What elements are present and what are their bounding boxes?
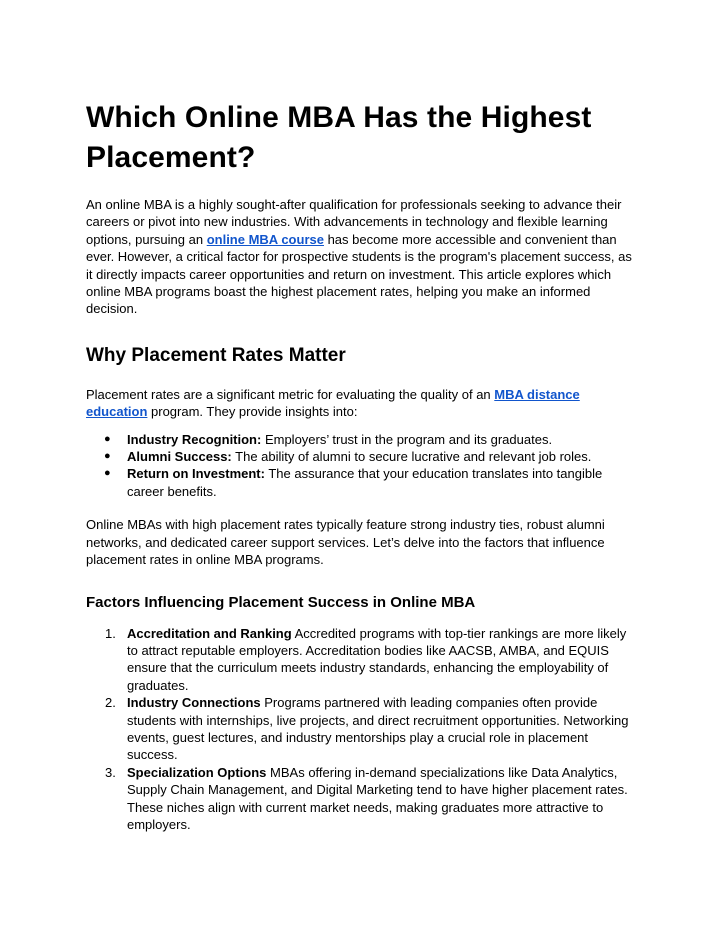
- list-item: [86, 694, 634, 764]
- list-item: [86, 431, 634, 448]
- intro-paragraph: [86, 196, 634, 318]
- placement-rates-paragraph: [86, 386, 634, 421]
- bullet-label: Return on Investment:: [127, 466, 265, 482]
- placement-closing-paragraph: Online MBAs with high placement rates typically feature strong industry ties, robust alumni networks, and dedicated career support services. Let’s delve into the factors that influence placement rates in online MBA programs.: [86, 517, 605, 568]
- bullet-icon: ●: [104, 432, 111, 445]
- intro-text-after-link: has become more accessible and convenient than ever. However, a critical factor for prospective students is the program's placement success, as it directly impacts career opportunities and return on investment. This article explores which online MBA programs boast the highest placement rates, helping you make an informed decision.: [86, 231, 632, 317]
- factor-label: Industry Connections: [127, 695, 261, 711]
- list-item: [86, 448, 634, 465]
- online-mba-course-link[interactable]: online MBA course: [206, 231, 324, 247]
- bullet-label: Alumni Success:: [127, 449, 232, 465]
- list-item: [86, 465, 634, 500]
- factor-label: Specialization Options: [127, 764, 267, 780]
- mba-distance-education-link[interactable]: MBA distance education: [86, 386, 580, 420]
- placement-text-before-link: Placement rates are a significant metric for evaluating the quality of an: [86, 386, 495, 402]
- bullet-label: Industry Recognition:: [127, 431, 262, 447]
- placement-text-after-link: program. They provide insights into:: [147, 404, 358, 420]
- list-number: 1.: [105, 625, 116, 641]
- section-heading-placement-rates: Why Placement Rates Matter: [86, 344, 346, 366]
- article-content: [86, 98, 634, 833]
- bullet-icon: ●: [104, 450, 111, 463]
- factor-text: MBAs offering in-demand specializations like Data Analytics, Supply Chain Management, and Digital Marketing tend to have higher placement rates. These niches align with current market needs, making graduates more attractive to employers.: [127, 764, 628, 832]
- bullet-icon: ●: [104, 467, 111, 480]
- bullet-text: Employers’ trust in the program and its graduates.: [261, 431, 553, 447]
- insights-bullet-list: [86, 431, 634, 501]
- intro-text-before-link: An online MBA is a highly sought-after qualification for professionals seeking to advance their careers or pivot into new industries. With advancements in technology and flexible learning options, pursuing an: [86, 197, 622, 247]
- list-number: 3.: [105, 764, 116, 780]
- factor-label: Accreditation and Ranking: [127, 625, 292, 641]
- bullet-text: The assurance that your education translates into tangible career benefits.: [127, 466, 603, 499]
- section-heading-factors: Factors Influencing Placement Success in Online MBA: [86, 593, 476, 611]
- factor-text: Programs partnered with leading companies often provide students with internships, live projects, and direct recruitment opportunities. Networking events, guest lectures, and industry mentorships play a crucial role in placement success.: [127, 695, 629, 763]
- list-item: [86, 625, 634, 695]
- list-number: 2.: [105, 695, 116, 711]
- list-item: [86, 764, 634, 834]
- factors-numbered-list: [86, 625, 634, 834]
- page-title: Which Online MBA Has the Highest Placement?: [86, 101, 592, 174]
- factor-text: Accredited programs with top-tier rankings are more likely to attract reputable employers. Accreditation bodies like AACSB, AMBA, and EQUIS ensure that the curriculum meets industry standards, enhancing the employability of graduates.: [127, 625, 627, 693]
- bullet-text: The ability of alumni to secure lucrative and relevant job roles.: [231, 449, 592, 465]
